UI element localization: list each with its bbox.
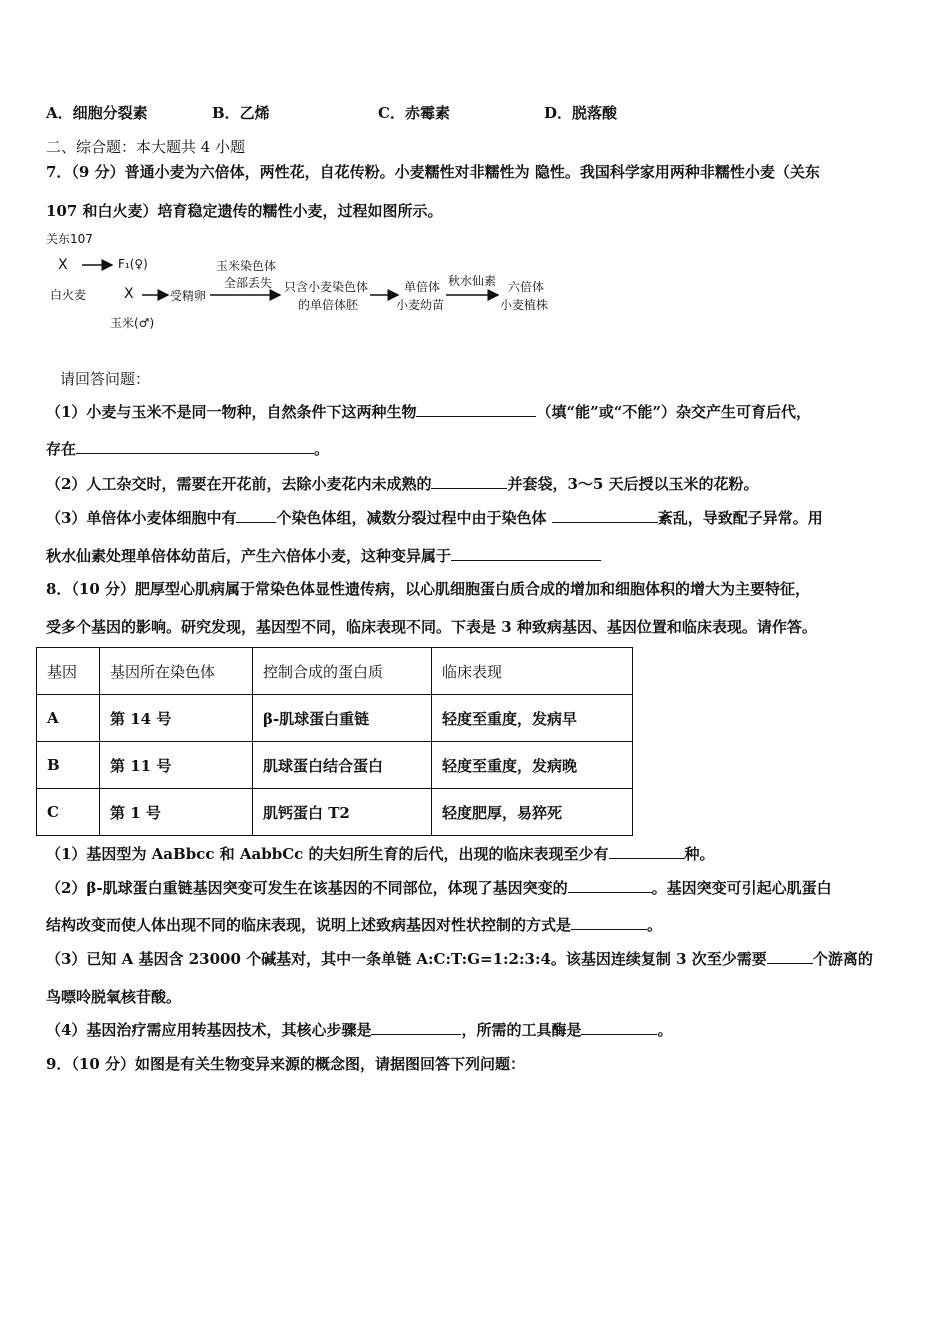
cell-clinical: 轻度至重度，发病早 bbox=[432, 695, 633, 742]
section-title: 二、综合题：本大题共 4 小题 bbox=[46, 138, 246, 156]
q9-intro bbox=[46, 1053, 525, 1074]
hexaploid-top: 六倍体 bbox=[508, 280, 545, 294]
blank-q8-6[interactable] bbox=[581, 1020, 657, 1035]
cell-chromosome: 第 11 号 bbox=[100, 742, 253, 789]
q8-sub1-text-b: 种。 bbox=[684, 845, 715, 863]
blank-q8-3[interactable] bbox=[571, 915, 647, 930]
blank-q7-6[interactable] bbox=[451, 546, 601, 561]
q8-sub4 bbox=[46, 1019, 672, 1040]
q8-sub3-line2 bbox=[46, 986, 181, 1007]
parent-guandong: 关东107 bbox=[46, 232, 93, 246]
q7-sub3-text-d: 秋水仙素处理单倍体幼苗后，产生六倍体小麦，这种变异属于 bbox=[46, 547, 452, 565]
q8-sub3-text-b: 个游离的 bbox=[812, 950, 873, 968]
step1-bottom: 全部丢失 bbox=[224, 276, 273, 290]
q8-sub2-text-a: （2）β-肌球蛋白重链基因突变可发生在该基因的不同部位，体现了基因突变的 bbox=[46, 879, 568, 897]
q7-intro-2-text: 107 和白火麦）培育稳定遗传的糯性小麦，过程如图所示。 bbox=[46, 202, 443, 220]
blank-q8-1[interactable] bbox=[609, 844, 685, 859]
cell-chromosome: 第 14 号 bbox=[100, 695, 253, 742]
q8-intro-1 bbox=[46, 578, 810, 599]
q7-intro-1-text: 7．（9 分）普通小麦为六倍体，两性花，自花传粉。小麦糯性对非糯性为 隐性。我国科学家用两种非糯性小麦（关东 bbox=[46, 163, 820, 181]
cell-protein: 肌球蛋白结合蛋白 bbox=[253, 742, 432, 789]
q8-sub2-text-b: 。基因突变可引起心肌蛋白 bbox=[651, 879, 832, 897]
header-gene: 基因 bbox=[37, 648, 100, 695]
header-chromosome: 基因所在染色体 bbox=[100, 648, 253, 695]
q7-sub1-text-a: （1）小麦与玉米不是同一物种，自然条件下这两种生物 bbox=[46, 403, 417, 421]
q8-sub2-line1 bbox=[46, 877, 832, 898]
cell-chromosome: 第 1 号 bbox=[100, 789, 253, 836]
cell-gene: B bbox=[37, 742, 100, 789]
embryo-top: 只含小麦染色体 bbox=[284, 280, 369, 294]
q8-sub2-line2 bbox=[46, 914, 662, 935]
q7-sub2 bbox=[46, 473, 759, 494]
q8-sub3-line1 bbox=[46, 948, 873, 969]
q7-intro-2 bbox=[46, 200, 443, 221]
q8-sub3-text-a: （3）已知 A 基因含 23000 个碱基对，其中一条单链 A:C:T:G=1:2:3:4。该基因连续复制 3 次至少需要 bbox=[46, 950, 767, 968]
option-a: A．细胞分裂素 bbox=[46, 104, 148, 122]
header-clinical: 临床表现 bbox=[432, 648, 633, 695]
q8-intro-2-text: 受多个基因的影响。研究发现，基因型不同，临床表现不同。下表是 3 种致病基因、基因位置和临床表现。请作答。 bbox=[46, 618, 817, 636]
header-protein: 控制合成的蛋白质 bbox=[253, 648, 432, 695]
blank-q8-4[interactable] bbox=[767, 949, 813, 964]
q7-sub3-line1 bbox=[46, 507, 823, 528]
blank-q7-4[interactable] bbox=[236, 508, 276, 523]
table-row bbox=[37, 789, 633, 836]
cell-gene: A bbox=[37, 695, 100, 742]
option-d: D．脱落酸 bbox=[544, 104, 618, 122]
q8-sub2-text-d: 。 bbox=[647, 916, 663, 934]
gene-table bbox=[36, 647, 633, 836]
q7-sub3-line2 bbox=[46, 545, 601, 566]
zygote-label: 受精卵 bbox=[170, 289, 207, 303]
breeding-diagram bbox=[44, 228, 564, 338]
q7-sub2-text-a: （2）人工杂交时，需要在开花前，去除小麦花内未成熟的 bbox=[46, 475, 432, 493]
q7-sub2-text-b: 并套袋，3～5 天后授以玉米的花粉。 bbox=[507, 475, 759, 493]
option-c: C．赤霉素 bbox=[378, 104, 450, 122]
cell-gene: C bbox=[37, 789, 100, 836]
q8-sub1 bbox=[46, 843, 715, 864]
q7-sub3-text-b: 个染色体组，减数分裂过程中由于染色体 bbox=[276, 509, 552, 527]
q7-sub1-text-b: （填“能”或“不能”）杂交产生可育后代， bbox=[536, 403, 811, 421]
table-row bbox=[37, 742, 633, 789]
q8-sub4-text-b: ，所需的工具酶是 bbox=[461, 1021, 582, 1039]
blank-q7-1[interactable] bbox=[416, 402, 536, 417]
corn-male: 玉米(♂) bbox=[110, 316, 155, 330]
q7-sub3-text-c: 紊乱，导致配子异常。用 bbox=[657, 509, 823, 527]
blank-q7-2[interactable] bbox=[76, 439, 314, 454]
cross-mark-1: X bbox=[58, 257, 68, 273]
q7-intro-1 bbox=[46, 161, 820, 182]
cell-protein: 肌钙蛋白 T2 bbox=[253, 789, 432, 836]
q8-sub4-text-a: （4）基因治疗需应用转基因技术，其核心步骤是 bbox=[46, 1021, 372, 1039]
options-row bbox=[46, 102, 617, 123]
q7-sub1-line1 bbox=[46, 401, 811, 422]
cell-clinical: 轻度至重度，发病晚 bbox=[432, 742, 633, 789]
q8-intro-2 bbox=[46, 616, 817, 637]
colchicine-label: 秋水仙素 bbox=[448, 274, 497, 288]
q8-sub3-text-c: 鸟嘌呤脱氧核苷酸。 bbox=[46, 988, 182, 1006]
embryo-bottom: 的单倍体胚 bbox=[298, 298, 359, 312]
q7-sub1-text-d: 。 bbox=[314, 440, 330, 458]
table-row bbox=[37, 695, 633, 742]
hexaploid-bottom: 小麦植株 bbox=[500, 298, 549, 312]
blank-q8-5[interactable] bbox=[371, 1020, 461, 1035]
blank-q7-5[interactable] bbox=[552, 508, 658, 523]
cell-clinical: 轻度肥厚，易猝死 bbox=[432, 789, 633, 836]
q7-sub1-line2 bbox=[46, 438, 329, 459]
table-header-row bbox=[37, 648, 633, 695]
q7-sub1-text-c: 存在 bbox=[46, 440, 77, 458]
q8-sub1-text-a: （1）基因型为 AaBbcc 和 AabbCc 的夫妇所生育的后代，出现的临床表现至少有 bbox=[46, 845, 609, 863]
haploid-bottom: 小麦幼苗 bbox=[396, 298, 445, 312]
q7-sub3-text-a: （3）单倍体小麦体细胞中有 bbox=[46, 509, 237, 527]
step1-top: 玉米染色体 bbox=[216, 259, 277, 273]
q7-prompt: 请回答问题： bbox=[60, 370, 151, 388]
q8-intro-1-text: 8．（10 分）肥厚型心肌病属于常染色体显性遗传病，以心肌细胞蛋白质合成的增加和细胞体积的增大为主要特征， bbox=[46, 580, 811, 598]
blank-q8-2[interactable] bbox=[568, 878, 652, 893]
option-b: B．乙烯 bbox=[212, 104, 270, 122]
cell-protein: β-肌球蛋白重链 bbox=[253, 695, 432, 742]
q8-sub4-text-c: 。 bbox=[657, 1021, 673, 1039]
haploid-top: 单倍体 bbox=[404, 280, 441, 294]
parent-baihuomai: 白火麦 bbox=[50, 288, 87, 302]
f1-female: F₁(♀) bbox=[118, 257, 148, 271]
cross-mark-2: X bbox=[124, 286, 134, 302]
q8-sub2-text-c: 结构改变而使人体出现不同的临床表现，说明上述致病基因对性状控制的方式是 bbox=[46, 916, 572, 934]
q9-intro-text: 9．（10 分）如图是有关生物变异来源的概念图，请据图回答下列问题： bbox=[46, 1055, 526, 1073]
blank-q7-3[interactable] bbox=[431, 474, 507, 489]
